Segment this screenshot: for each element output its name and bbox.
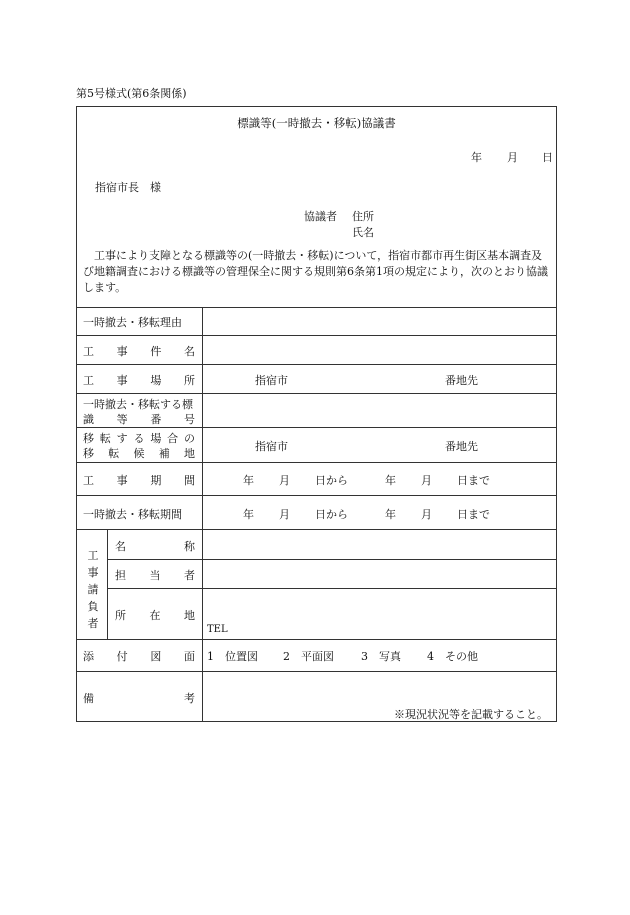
applicant-name-label: 氏名 — [352, 226, 374, 239]
work-name-label: 工 事 件 名 — [83, 345, 195, 358]
work-name-field[interactable] — [203, 336, 557, 363]
attachment-item-4: 4 その他 — [427, 650, 478, 663]
work-period-day2: 日まで — [457, 474, 490, 487]
body-text: 工事により支障となる標識等の(一時撤去・移転)について，指宿市都市再生街区基本調査及び地籍調査における標識等の管理保全に関する規則第6条第1項の規定により，次のとおり協議します。 — [83, 249, 548, 294]
contractor-group-label: 工 事 請 負 者 — [87, 549, 99, 630]
agreement-form — [76, 106, 557, 722]
applicant-label: 協議者 — [304, 210, 337, 223]
addressee: 指宿市長 様 — [95, 181, 161, 194]
work-period-year2: 年 — [385, 474, 396, 487]
attachment-item-1: 1 位置図 — [207, 650, 258, 663]
removal-period-month1: 月 — [279, 508, 290, 521]
removal-period-month2: 月 — [421, 508, 432, 521]
reason-field[interactable] — [203, 308, 557, 335]
removal-period-day2: 日まで — [457, 508, 490, 521]
work-period-day1: 日から — [315, 474, 348, 487]
removal-period-year1: 年 — [243, 508, 254, 521]
removal-period-label: 一時撤去・移転期間 — [83, 508, 182, 521]
removal-period-day1: 日から — [315, 508, 348, 521]
contractor-person-label: 担 当 者 — [115, 569, 195, 582]
date-month: 月 — [507, 151, 518, 164]
marker-number-label-line2: 識 等 番 号 — [83, 413, 195, 426]
attachments-label: 添 付 図 面 — [83, 650, 195, 663]
work-place-suffix: 番地先 — [445, 374, 478, 387]
relocation-suffix: 番地先 — [445, 440, 478, 453]
form-number: 第5号様式(第6条関係) — [76, 87, 187, 100]
remarks-note: ※現況状況等を記載すること。 — [394, 708, 548, 721]
relocation-city: 指宿市 — [255, 440, 288, 453]
work-period-month2: 月 — [421, 474, 432, 487]
work-period-year1: 年 — [243, 474, 254, 487]
work-place-label: 工 事 場 所 — [83, 374, 195, 387]
work-place-city: 指宿市 — [255, 374, 288, 387]
relocation-label-line1: 移 転 す る 場 合 の — [83, 432, 195, 445]
applicant-address-label: 住所 — [352, 210, 374, 223]
attachment-item-3: 3 写真 — [361, 650, 401, 663]
removal-period-year2: 年 — [385, 508, 396, 521]
remarks-label: 備 考 — [83, 692, 195, 705]
reason-label: 一時撤去・移転理由 — [83, 316, 182, 329]
contractor-location-label: 所 在 地 — [115, 609, 195, 622]
contractor-tel-label: TEL — [207, 624, 228, 635]
work-period-label: 工 事 期 間 — [83, 474, 195, 487]
work-period-month1: 月 — [279, 474, 290, 487]
date-year: 年 — [471, 151, 482, 164]
attachment-item-2: 2 平面図 — [283, 650, 334, 663]
marker-number-label-line1: 一時撤去・移転する標 — [83, 398, 193, 411]
date-day: 日 — [542, 151, 553, 164]
marker-number-field[interactable] — [203, 394, 557, 426]
form-title: 標識等(一時撤去・移転)協議書 — [237, 116, 396, 130]
contractor-name-label: 名 称 — [115, 540, 195, 553]
relocation-label-line2: 移 転 候 補 地 — [83, 447, 195, 460]
